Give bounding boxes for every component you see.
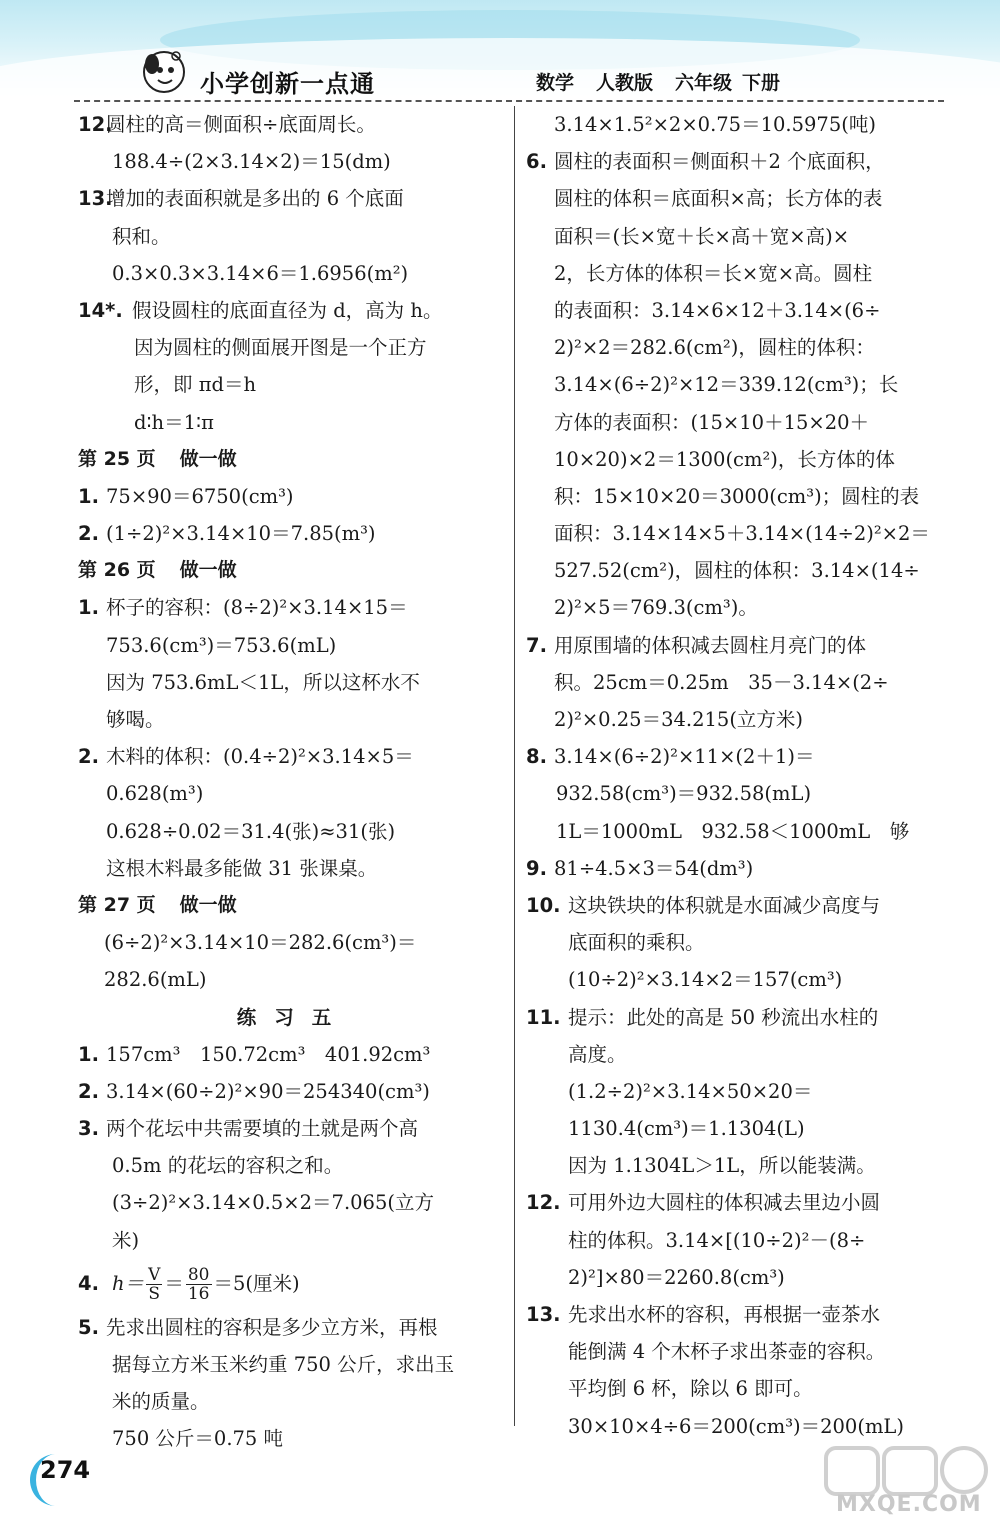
answer-line: 10×20)×2＝1300(cm²)，长方体的体 — [554, 447, 895, 471]
answer-line: 0.5m 的花坛的容积之和。 — [112, 1154, 344, 1178]
header-rule — [74, 100, 944, 102]
answer-line: 1. 杯子的容积：(8÷2)²×3.14×15＝ — [78, 596, 408, 620]
answer-line: 6. 圆柱的表面积＝侧面积＋2 个底面积， — [526, 150, 885, 174]
left-column — [78, 106, 508, 1458]
answer-line: 的表面积：3.14×6×12＋3.14×(6÷ — [554, 298, 881, 322]
fraction: $\frac{V}{S}$ — [148, 1264, 161, 1304]
answer-line: 高度。 — [568, 1042, 627, 1066]
answer-line: 0.628÷0.02＝31.4(张)≈31(张) — [106, 819, 396, 843]
answer-line: 能倒满 4 个木杯子求出茶壶的容积。 — [568, 1340, 886, 1364]
page-number: 274 — [40, 1456, 91, 1484]
grade-label: 六年级 — [675, 72, 733, 94]
answer-line: 够喝。 — [106, 708, 165, 731]
answer-line: 0.628(m³) — [106, 782, 204, 806]
answer-line: 282.6(mL) — [104, 968, 207, 992]
answer-line: 753.6(cm³)＝753.6(mL) — [106, 633, 337, 657]
answer-line: 因为 753.6mL＜1L，所以这杯水不 — [106, 670, 420, 694]
answer-line: 面积＝(长×宽＋长×高＋宽×高)× — [554, 224, 850, 248]
answer-line: 0.3×0.3×3.14×6＝1.6956(m²) — [112, 261, 409, 285]
answer-line: 13. 先求出水杯的容积，再根据一壶茶水 — [526, 1303, 881, 1326]
answer-line: 因为 1.1304L＞1L，所以能装满。 — [568, 1154, 876, 1178]
answer-line: 14*. 假设圆柱的底面直径为 d，高为 h。 — [78, 298, 443, 322]
watermark-text: MXQE.COM — [836, 1492, 982, 1517]
answer-line: 1130.4(cm³)＝1.1304(L) — [568, 1117, 805, 1141]
mascot-icon — [138, 44, 190, 96]
answer-line: 750 公斤＝0.75 吨 — [112, 1427, 284, 1451]
answer-line: 13.增加的表面积就是多出的 6 个底面 — [78, 187, 404, 211]
answer-line: 11. 提示：此处的高是 50 秒流出水柱的 — [526, 1005, 879, 1029]
answer-line: 1. 75×90＝6750(cm³) — [78, 484, 294, 508]
answer-line: 形，即 πd＝h — [134, 373, 257, 397]
answer-line: 3. 两个花坛中共需要填的土就是两个高 — [78, 1117, 419, 1141]
answer-line: 2)²×2＝282.6(cm²)，圆柱的体积： — [554, 336, 875, 360]
answer-line: 932.58(cm³)＝932.58(mL) — [556, 782, 812, 806]
answer-line: 2，长方体的体积＝长×宽×高。圆柱 — [554, 261, 873, 285]
answer-line: 因为圆柱的侧面展开图是一个正方 — [134, 336, 427, 360]
fraction: $\frac{80}{16}$ — [187, 1264, 210, 1304]
answer-line: 2)²×5＝769.3(cm³)。 — [554, 596, 758, 620]
answer-line: 12. 可用外边大圆柱的体积减去里边小圆 — [526, 1191, 881, 1215]
answer-line: 7. 用原围墙的体积减去圆柱月亮门的体 — [526, 633, 867, 657]
answer-line: (1.2÷2)²×3.14×50×20＝ — [568, 1079, 813, 1103]
answer-line: 9. 81÷4.5×3＝54(dm³) — [526, 856, 754, 880]
formula-line: 4. h＝ $\frac{V}{S}$ ＝ $\frac{80}{16}$ ＝5(厘米) — [78, 1264, 300, 1304]
column-divider — [514, 106, 515, 1426]
section-heading: 第 25 页 做一做 — [78, 447, 237, 470]
answer-line: 2. 木料的体积：(0.4÷2)²×3.14×5＝ — [78, 745, 414, 769]
right-column — [526, 106, 958, 1445]
answer-line: 平均倒 6 杯，除以 6 即可。 — [568, 1377, 813, 1401]
answer-line: 柱的体积。3.14×[(10÷2)²－(8÷ — [568, 1228, 866, 1252]
answer-line: 2. (1÷2)²×3.14×10＝7.85(m³) — [78, 522, 376, 546]
exercise-heading: 练习五 — [236, 1005, 350, 1029]
answer-line: 3.14×(6÷2)²×12＝339.12(cm³)；长 — [554, 373, 899, 397]
answer-line: 8. 3.14×(6÷2)²×11×(2＋1)＝ — [526, 745, 815, 769]
answer-line: 2)²]×80＝2260.8(cm³) — [568, 1265, 785, 1289]
answer-line: 1L＝1000mL 932.58＜1000mL 够 — [556, 819, 910, 843]
answer-line: 方体的表面积：(15×10＋15×20＋ — [554, 410, 870, 434]
answer-line: 面积：3.14×14×5＋3.14×(14÷2)²×2＝ — [554, 522, 930, 546]
edition-label: 人教版 — [596, 72, 654, 94]
answer-line: 积和。 — [112, 224, 171, 248]
answer-line: 188.4÷(2×3.14×2)＝15(dm) — [112, 150, 391, 174]
subject-label: 数学 — [536, 72, 575, 94]
answer-line: 米) — [112, 1228, 140, 1252]
answer-line: 这根木料最多能做 31 张课桌。 — [106, 856, 378, 880]
answer-line: 米的质量。 — [112, 1390, 210, 1414]
series-title: 小学创新一点通 — [200, 70, 375, 98]
answer-line: 10. 这块铁块的体积就是水面减少高度与 — [526, 893, 881, 917]
answer-line: 据每立方米玉米约重 750 公斤，求出玉 — [112, 1353, 455, 1376]
answer-line: 527.52(cm²)，圆柱的体积：3.14×(14÷ — [554, 559, 920, 583]
answer-line: 2. 3.14×(60÷2)²×90＝254340(cm³) — [78, 1079, 430, 1103]
answer-line: 1. 157cm³ 150.72cm³ 401.92cm³ — [78, 1042, 431, 1066]
answer-line: 圆柱的体积＝底面积×高；长方体的表 — [554, 187, 883, 211]
section-heading: 第 27 页 做一做 — [78, 893, 237, 916]
answer-line: 底面积的乘积。 — [568, 931, 705, 955]
answer-line: 2)²×0.25＝34.215(立方米) — [554, 708, 804, 731]
answer-line: d∶h＝1∶π — [134, 410, 214, 434]
answer-line: (3÷2)²×3.14×0.5×2＝7.065(立方 — [112, 1191, 434, 1215]
answer-line: 5. 先求出圆柱的容积是多少立方米，再根 — [78, 1315, 438, 1339]
answer-line: 3.14×1.5²×2×0.75＝10.5975(吨) — [554, 113, 876, 136]
answer-line: (6÷2)²×3.14×10＝282.6(cm³)＝ — [104, 931, 417, 955]
answer-line: 30×10×4÷6＝200(cm³)＝200(mL) — [568, 1414, 904, 1438]
volume-label: 下册 — [742, 72, 781, 94]
answer-line: (10÷2)²×3.14×2＝157(cm³) — [568, 968, 843, 992]
answer-line: 积：15×10×20＝3000(cm³)；圆柱的表 — [554, 484, 920, 508]
header-meta — [536, 68, 802, 95]
answer-line: 12.圆柱的高＝侧面积÷底面周长。 — [78, 113, 376, 136]
answer-line: 积。25cm＝0.25m 35－3.14×(2÷ — [554, 670, 889, 694]
section-heading: 第 26 页 做一做 — [78, 559, 237, 582]
